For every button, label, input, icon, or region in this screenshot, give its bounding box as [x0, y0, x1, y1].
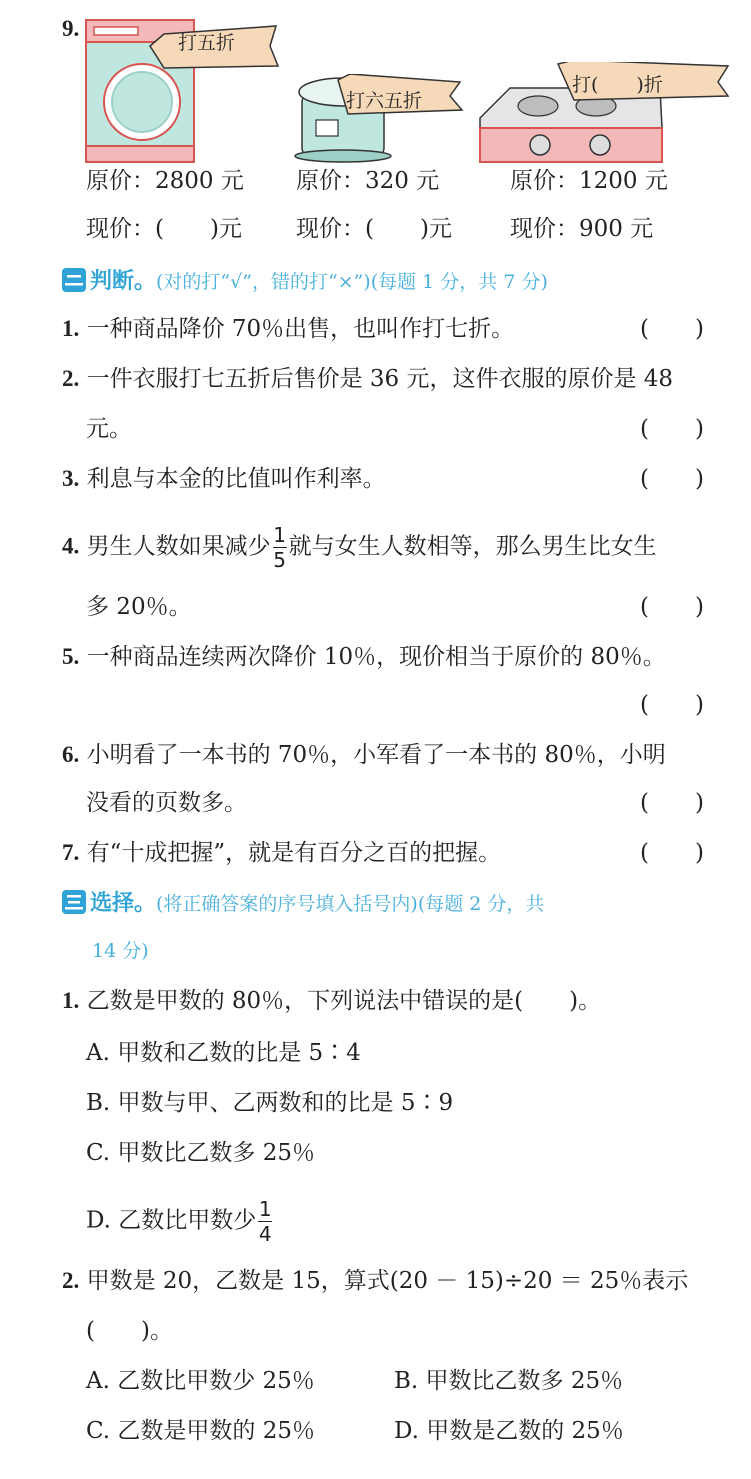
list-item: 2. 一件衣服打七五折后售价是 36 元，这件衣服的原价是 48 — [62, 366, 674, 392]
answer-blank[interactable]: ( ) — [640, 692, 704, 718]
section-title: 选择。 — [90, 890, 157, 916]
choice-c[interactable]: C. 乙数是甲数的 25％ — [86, 1418, 315, 1444]
section-note: (将正确答案的序号填入括号内)(每题 2 分，共 — [156, 893, 545, 915]
section-three-icon — [62, 890, 86, 914]
section-note: (对的打“√”，错的打“×”)(每题 1 分，共 7 分) — [156, 271, 548, 293]
list-item: 5. 一种商品连续两次降价 10％，现价相当于原价的 80％。 — [62, 644, 666, 670]
current-price: 现价：( )元 — [296, 216, 452, 242]
choice-a[interactable]: A. 乙数比甲数少 25％ — [86, 1368, 315, 1394]
discount-tag: 打六五折 — [346, 90, 423, 112]
section-heading — [62, 888, 544, 919]
list-item-continuation: 多 20％。 — [86, 594, 192, 620]
list-item-continuation: 元。 — [86, 416, 132, 442]
list-item-continuation: 没看的页数多。 — [86, 790, 247, 816]
choice-b[interactable]: B. 甲数与甲、乙两数和的比是 5∶9 — [86, 1090, 454, 1116]
section-title: 判断。 — [90, 268, 157, 294]
answer-blank[interactable]: ( ) — [640, 594, 704, 620]
answer-blank[interactable]: ( ) — [640, 316, 704, 342]
list-item: 1. 乙数是甲数的 80％，下列说法中错误的是( )。 — [62, 988, 602, 1014]
list-item: 2. 甲数是 20，乙数是 15，算式(20 － 15)÷20 ＝ 25％表示 — [62, 1268, 689, 1294]
original-price: 原价：1200 元 — [510, 168, 668, 194]
answer-blank[interactable]: ( ) — [640, 840, 704, 866]
section-heading — [62, 266, 548, 297]
list-item: 3. 利息与本金的比值叫作利率。 — [62, 466, 386, 492]
list-item: 1. 一种商品降价 70％出售，也叫作打七折。 — [62, 316, 515, 342]
answer-blank[interactable]: ( ) — [640, 466, 704, 492]
discount-tag: 打( )折 — [572, 74, 663, 96]
answer-blank[interactable]: ( ) — [640, 416, 704, 442]
choice-c[interactable]: C. 甲数比乙数多 25％ — [86, 1140, 315, 1166]
current-price: 现价：( )元 — [86, 216, 242, 242]
choice-b[interactable]: B. 甲数比乙数多 25％ — [394, 1368, 624, 1394]
original-price: 原价：320 元 — [296, 168, 440, 194]
discount-tag: 打五折 — [178, 32, 236, 54]
list-item: 6. 小明看了一本书的 70％，小军看了一本书的 80％，小明 — [62, 742, 666, 768]
list-item: 4. 男生人数如果减少 $\frac{1}{5}$ 就与女生人数相等，那么男生比女生 — [62, 523, 657, 572]
choice-d[interactable]: D. 乙数比甲数少 $\frac{1}{4}$ — [86, 1197, 272, 1246]
original-price: 原价：2800 元 — [86, 168, 244, 194]
list-item: 7. 有“十成把握”，就是有百分之百的把握。 — [62, 840, 502, 866]
choice-a[interactable]: A. 甲数和乙数的比是 5∶4 — [86, 1040, 361, 1066]
question-number: 9. — [62, 16, 80, 41]
current-price: 现价：900 元 — [510, 216, 654, 242]
section-note-continuation: 14 分) — [92, 940, 149, 962]
fraction: $\frac{1}{4}$ — [258, 1197, 272, 1246]
section-two-icon — [62, 268, 86, 292]
choice-d[interactable]: D. 甲数是乙数的 25％ — [394, 1418, 624, 1444]
fraction: $\frac{1}{5}$ — [273, 523, 286, 572]
list-item-continuation: ( )。 — [86, 1318, 173, 1344]
answer-blank[interactable]: ( ) — [640, 790, 704, 816]
